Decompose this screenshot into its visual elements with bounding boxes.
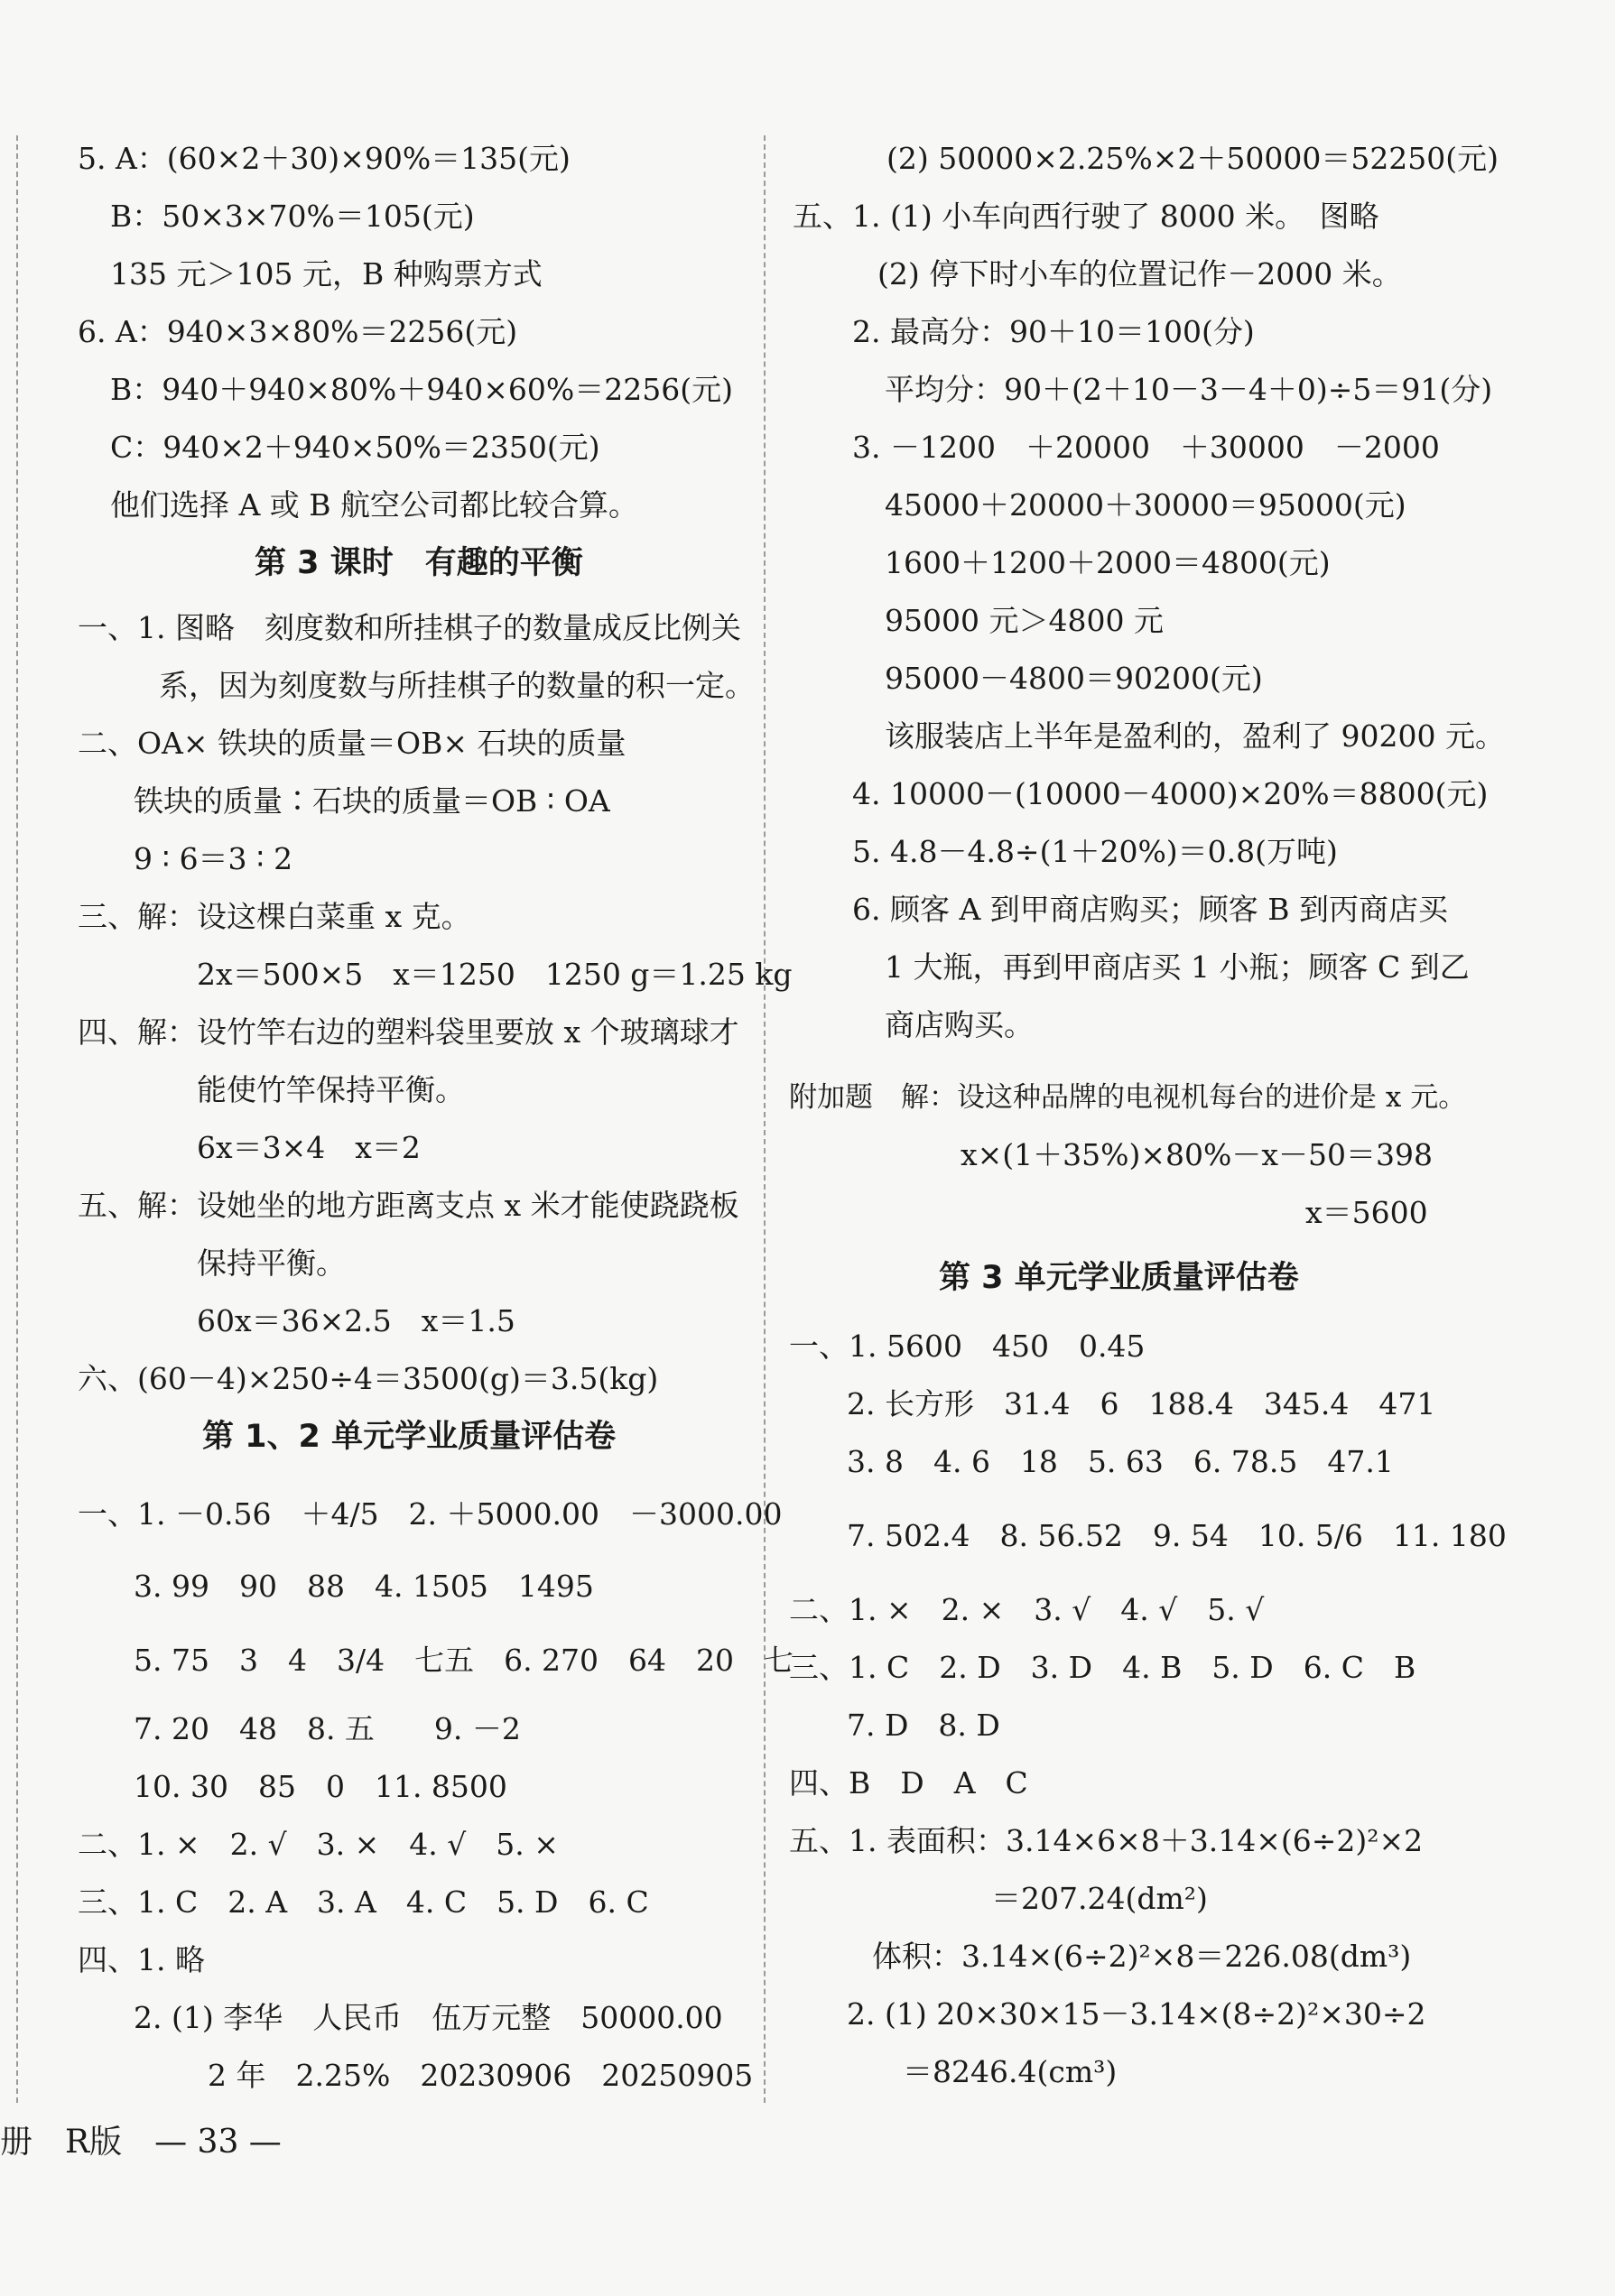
answer-line: 95000－4800＝90200(元) bbox=[885, 661, 1263, 696]
section-heading: 第 3 课时 有趣的平衡 bbox=[255, 545, 583, 581]
answer-line: 该服装店上半年是盈利的，盈利了 90200 元。 bbox=[885, 718, 1505, 754]
answer-line: 10. 30 85 0 11. 8500 bbox=[134, 1769, 507, 1804]
left-margin-dashed-line bbox=[16, 135, 18, 2103]
answer-line: 7. D 8. D bbox=[847, 1708, 1000, 1743]
answer-line: 5. A：(60×2＋30)×90%＝135(元) bbox=[78, 141, 571, 176]
answer-line: 2. 最高分：90＋10＝100(分) bbox=[852, 314, 1255, 349]
answer-line: 他们选择 A 或 B 航空公司都比较合算。 bbox=[110, 487, 639, 523]
answer-line: (2) 50000×2.25%×2＋50000＝52250(元) bbox=[886, 141, 1499, 176]
answer-line: 60x＝36×2.5 x＝1.5 bbox=[197, 1303, 515, 1338]
answer-line: 四、1. 略 bbox=[78, 1942, 205, 1977]
answer-line: 系，因为刻度数与所挂棋子的数量的积一定。 bbox=[159, 668, 755, 703]
answer-line: B：940＋940×80%＋940×60%＝2256(元) bbox=[110, 372, 733, 407]
answer-line: 1 大瓶，再到甲商店买 1 小瓶；顾客 C 到乙 bbox=[885, 949, 1470, 985]
answer-line: 一、1. 5600 450 0.45 bbox=[789, 1329, 1146, 1364]
answer-line: 3. 8 4. 6 18 5. 63 6. 78.5 47.1 bbox=[847, 1444, 1394, 1479]
answer-line: 附加题 解：设这种品牌的电视机每台的进价是 x 元。 bbox=[789, 1081, 1467, 1114]
answer-line: 7. 502.4 8. 56.52 9. 54 10. 5/6 11. 180 bbox=[847, 1518, 1507, 1553]
answer-line: 三、1. C 2. A 3. A 4. C 5. D 6. C bbox=[78, 1884, 649, 1920]
answer-line: 三、1. C 2. D 3. D 4. B 5. D 6. C B bbox=[789, 1650, 1416, 1685]
answer-line: 95000 元＞4800 元 bbox=[885, 603, 1164, 638]
answer-line: 6x＝3×4 x＝2 bbox=[197, 1130, 421, 1165]
answer-line: 五、解：设她坐的地方距离支点 x 米才能使跷跷板 bbox=[78, 1188, 739, 1223]
answer-line: 二、OA× 铁块的质量＝OB× 石块的质量 bbox=[78, 726, 627, 761]
answer-line: 四、解：设竹竿右边的塑料袋里要放 x 个玻璃球才 bbox=[78, 1014, 739, 1050]
answer-line: 135 元＞105 元，B 种购票方式 bbox=[110, 256, 543, 292]
column-divider-dashed-line bbox=[764, 135, 766, 2103]
answer-line: 一、1. 图略 刻度数和所挂棋子的数量成反比例关 bbox=[78, 610, 741, 645]
answer-line: 3. 99 90 88 4. 1505 1495 bbox=[134, 1569, 594, 1604]
answer-line: 二、1. × 2. √ 3. × 4. √ 5. × bbox=[78, 1827, 559, 1862]
answer-line: 三、解：设这棵白菜重 x 克。 bbox=[78, 899, 471, 934]
answer-line: 五、1. 表面积：3.14×6×8＋3.14×(6÷2)²×2 bbox=[789, 1823, 1424, 1858]
answer-line: (2) 停下时小车的位置记作－2000 米。 bbox=[877, 256, 1402, 292]
answer-line: 2x＝500×5 x＝1250 1250 g＝1.25 kg bbox=[197, 957, 793, 992]
answer-line: 二、1. × 2. × 3. √ 4. √ 5. √ bbox=[789, 1592, 1265, 1627]
answer-line: 能使竹竿保持平衡。 bbox=[197, 1072, 465, 1107]
answer-line: B：50×3×70%＝105(元) bbox=[110, 199, 475, 234]
answer-line: ＝8246.4(cm³) bbox=[903, 2054, 1118, 2089]
section-heading: 第 3 单元学业质量评估卷 bbox=[939, 1260, 1299, 1296]
answer-line: 六、(60－4)×250÷4＝3500(g)＝3.5(kg) bbox=[78, 1361, 659, 1396]
answer-line: 一、1. －0.56 ＋4/5 2. ＋5000.00 －3000.00 bbox=[78, 1496, 783, 1532]
answer-line: 6. A：940×3×80%＝2256(元) bbox=[78, 314, 518, 349]
answer-line: 4. 10000－(10000－4000)×20%＝8800(元) bbox=[852, 776, 1489, 811]
answer-line: 1600＋1200＋2000＝4800(元) bbox=[885, 545, 1331, 580]
answer-line: 9 ∶ 6＝3 ∶ 2 bbox=[134, 841, 293, 876]
answer-line: 5. 75 3 4 3/4 七五 6. 270 64 20 七 bbox=[134, 1643, 794, 1678]
answer-line: 2. (1) 20×30×15－3.14×(8÷2)²×30÷2 bbox=[847, 1996, 1426, 2032]
answer-line: ＝207.24(dm²) bbox=[991, 1881, 1208, 1916]
answer-line: 2. (1) 李华 人民币 伍万元整 50000.00 bbox=[134, 2000, 723, 2035]
answer-line: x＝5600 bbox=[1305, 1195, 1428, 1230]
answer-line: 2 年 2.25% 20230906 20250905 bbox=[208, 2058, 754, 2093]
answer-line: x×(1＋35%)×80%－x－50＝398 bbox=[961, 1137, 1433, 1172]
answer-line: 四、B D A C bbox=[789, 1765, 1028, 1801]
answer-line: 保持平衡。 bbox=[197, 1245, 346, 1281]
answer-line: 45000＋20000＋30000＝95000(元) bbox=[885, 487, 1406, 523]
answer-line: 平均分：90＋(2＋10－3－4＋0)÷5＝91(分) bbox=[885, 372, 1493, 407]
section-heading: 第 1、2 单元学业质量评估卷 bbox=[202, 1419, 617, 1455]
answer-line: 铁块的质量∶石块的质量＝OB ∶ OA bbox=[134, 783, 610, 819]
answer-line: 5. 4.8－4.8÷(1＋20%)＝0.8(万吨) bbox=[852, 834, 1338, 869]
answer-line: 体积：3.14×(6÷2)²×8＝226.08(dm³) bbox=[872, 1939, 1412, 1974]
answer-line: 商店购买。 bbox=[885, 1007, 1034, 1042]
answer-line: 2. 长方形 31.4 6 188.4 345.4 471 bbox=[847, 1386, 1436, 1421]
answer-line: 五、1. (1) 小车向西行驶了 8000 米。 图略 bbox=[793, 199, 1379, 234]
answer-line: 7. 20 48 8. 五 9. －2 bbox=[134, 1711, 521, 1746]
page-footer: 册 R版 — 33 — bbox=[0, 2124, 282, 2161]
answer-line: C：940×2＋940×50%＝2350(元) bbox=[110, 430, 600, 465]
answer-line: 3. －1200 ＋20000 ＋30000 －2000 bbox=[852, 430, 1440, 465]
answer-line: 6. 顾客 A 到甲商店购买；顾客 B 到丙商店买 bbox=[852, 892, 1449, 927]
